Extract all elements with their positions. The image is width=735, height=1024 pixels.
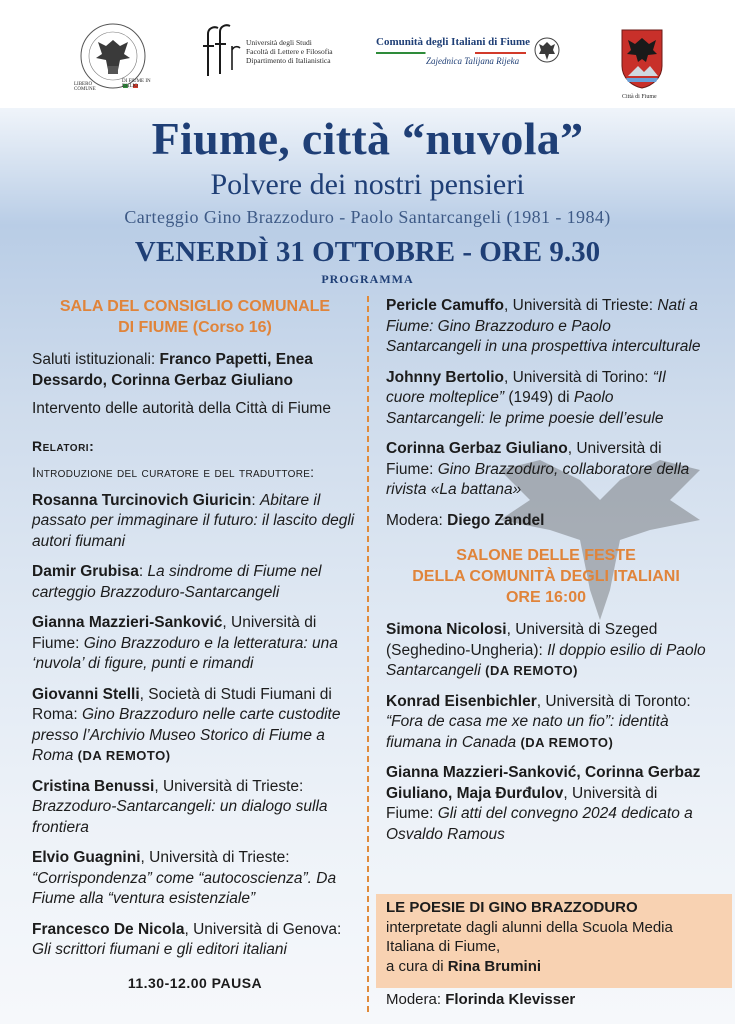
talk-title: Gino Brazzoduro nelle carte custodite presso l’Archivio Museo Storico di Fiume a Roma — [32, 706, 341, 764]
poesie-description: interpretate dagli alunni della Scuola Media Italiana di Fiume, — [386, 918, 673, 955]
saluti-names: Franco Papetti, Enea Dessardo, Corinna Gerbaz Giuliano — [32, 351, 313, 389]
speaker-name: Gianna Mazzieri-Sanković — [32, 614, 223, 631]
speaker-name: Cristina Benussi — [32, 777, 155, 795]
talk-title: Gli scrittori fiumani e gli editori italiani — [32, 941, 287, 958]
speaker-name: Giovanni Stelli — [32, 685, 140, 703]
section-salone-feste — [386, 545, 706, 608]
moderator-name: Diego Zandel — [447, 511, 545, 529]
comunita-subtitle: Zajednica Talijana Rijeka — [426, 56, 520, 66]
introduzione-heading: Introduzione del curatore e del traduttore: — [32, 464, 315, 480]
fiume-coat-of-arms-icon — [618, 26, 666, 90]
modera-label: Modera: — [386, 991, 446, 1008]
pausa-label: 11.30-12.00 PAUSA — [127, 974, 263, 991]
talk-item — [386, 296, 706, 358]
talk-item — [32, 685, 358, 767]
citta-di-fiume-logo — [618, 26, 666, 104]
talk-title: Il doppio esilio di Paolo Santarcangeli — [386, 641, 706, 679]
talk-item — [386, 368, 706, 430]
speaker-affiliation: Università di Fiume: — [32, 614, 317, 652]
section-sala-line2: DI FIUME (Corso 16) — [118, 319, 272, 336]
comunita-name: Comunità degli Italiani di Fiume — [376, 36, 531, 48]
poesie-box — [376, 894, 732, 988]
talk-title: Nati a Fiume: Gino Brazzoduro e Paolo Santarcangeli in una prospettiva interculturale — [386, 297, 701, 355]
header-logos — [0, 0, 735, 108]
intervento-autorita: Intervento delle autorità della Città di Fiume — [32, 400, 331, 417]
poesie-curator — [386, 957, 722, 977]
talk-separator: , — [140, 849, 150, 866]
event-title: Fiume, città “nuvola” — [151, 113, 584, 164]
talk-item — [32, 613, 358, 675]
talk-item — [386, 692, 706, 754]
modera-afternoon — [386, 991, 716, 1008]
modera-morning — [386, 511, 706, 532]
talk-title: Gino Brazzoduro, collaboratore della rivista «La battana» — [386, 460, 690, 498]
speaker-affiliation: Università di Trieste: — [162, 777, 304, 795]
anvgd-left-label: LIBERO COMUNE — [74, 82, 96, 92]
event-correspondence: Carteggio Gino Brazzoduro - Paolo Santarcangeli (1981 - 1984) — [124, 207, 611, 227]
talk-separator: , — [503, 368, 513, 386]
modera-label: Modera: — [386, 511, 448, 529]
anvgd-right-label: DI FIUME IN ESILIO — [122, 79, 151, 89]
talk-title: Abitare il passato per immaginare il futuro: il lascito degli autori fiumani — [32, 491, 355, 550]
talk-separator: : — [251, 491, 260, 509]
talk-item — [32, 562, 358, 603]
speaker-affiliation: Università di Torino: — [512, 368, 653, 386]
talk-item — [32, 920, 358, 961]
talk-separator: , — [504, 297, 513, 314]
saluti-label: Saluti istituzionali: — [32, 351, 160, 368]
speaker-names: Gianna Mazzieri-Sanković, Corinna Gerbaz Giuliano, Maja Đurđulov — [386, 764, 701, 802]
anvgd-logo — [74, 22, 151, 94]
speaker-affiliation: Università di Fiume: — [386, 440, 662, 478]
comunita-flag-bar — [376, 52, 526, 54]
university-department: Dipartimento di Italianistica — [246, 56, 331, 65]
speaker-name: Rosanna Turcinovich Giuricin — [32, 491, 252, 509]
remote-note: (DA REMOTO) — [485, 663, 578, 678]
section-salone-time: ORE 16:00 — [505, 589, 587, 606]
talk-title: Brazzoduro-Santarcangeli: un dialogo sulla frontiera — [32, 798, 328, 836]
poesie-title: LE POESIE DI GINO BRAZZODURO — [386, 899, 638, 916]
speaker-affiliation: Università di Szeged (Seghedino-Ungheria): — [386, 621, 658, 659]
talk-title: “Il cuore molteplice” — [386, 368, 666, 406]
speaker-affiliation: Università di Toronto: — [545, 692, 691, 710]
speaker-name: Simona Nicolosi — [386, 621, 507, 638]
comunita-logo — [376, 34, 562, 74]
ffri-monogram-icon — [200, 24, 244, 80]
talk-separator: , — [506, 621, 516, 638]
column-divider — [367, 296, 369, 1012]
talk-separator: , — [222, 614, 231, 631]
talk-item: Gianna Mazzieri-Sanković, Corinna Gerbaz Giuliano, Maja Đurđulov, Università di Fiume: Gli atti del convegno 2024 dedicato a Osvaldo Ramous — [386, 764, 701, 843]
section-salone-line2: DELLA COMUNITÀ DEGLI ITALIANI — [412, 568, 680, 585]
talk-title: Gli atti del convegno 2024 dedicato a Osvaldo Ramous — [386, 805, 693, 843]
talk-title-plain: (1949) di — [504, 389, 574, 406]
event-date: VENERDÌ 31 OTTOBRE - ORE 9.30 — [134, 236, 601, 268]
speaker-affiliation: Università di Trieste: — [512, 297, 658, 314]
saluti-istituzionali — [32, 350, 358, 391]
talk-separator: , — [139, 685, 149, 703]
citta-label: Città di Fiume — [622, 94, 657, 100]
speaker-name: Damir Grubisa — [32, 563, 139, 580]
remote-note: (DA REMOTO) — [77, 748, 171, 763]
section-sala-line1: SALA DEL CONSIGLIO COMUNALE — [59, 298, 331, 315]
talk-title: “Corrispondenza” come “autocoscienza”. Da Fiume alla “ventura esistenziale” — [32, 869, 337, 907]
right-column — [386, 296, 706, 845]
speaker-name: Elvio Guagnini — [32, 849, 141, 866]
talk-title: La sindrome di Fiume nel carteggio Brazzoduro-Santarcangeli — [32, 563, 322, 601]
talk-item — [386, 620, 706, 682]
section-sala-consiglio — [32, 296, 358, 338]
talk-separator: , — [536, 692, 546, 710]
talk-title-rest: Paolo Santarcangeli: le prime poesie dell’esule — [386, 389, 664, 427]
speaker-affiliation: Università di Fiume: — [386, 784, 658, 822]
speaker-affiliation: Università di Genova: — [193, 920, 342, 938]
section-salone-line1: SALONE DELLE FESTE — [456, 547, 636, 564]
speaker-name: Konrad Eisenbichler — [386, 692, 537, 710]
talk-separator: , — [567, 440, 577, 457]
university-faculty: Facoltà di Lettere e Filosofia — [246, 47, 333, 56]
poesie-curator-name: Rina Brumini — [447, 957, 542, 975]
talk-separator: : — [138, 563, 148, 580]
speaker-affiliation: Società di Studi Fiumani di Roma: — [32, 685, 332, 723]
university-text — [246, 38, 356, 65]
left-column — [32, 296, 358, 993]
speaker-name: Francesco De Nicola — [32, 920, 185, 938]
talk-item — [32, 777, 358, 839]
speaker-name: Corinna Gerbaz Giuliano — [386, 440, 568, 457]
talk-item — [32, 491, 358, 553]
relatori-heading: Relatori: — [32, 437, 95, 454]
talk-item — [32, 848, 358, 910]
event-subtitle: Polvere dei nostri pensieri — [210, 168, 525, 201]
moderator-name: Florinda Klevisser — [445, 991, 576, 1008]
talk-title: Gino Brazzoduro e la letteratura: una ‘nuvola’ di figure, punti e rimandi — [32, 634, 338, 672]
university-logo — [200, 24, 350, 84]
speaker-name: Pericle Camuffo — [386, 297, 505, 314]
talk-separator: , — [184, 920, 194, 938]
speaker-name: Johnny Bertolio — [386, 368, 504, 386]
speaker-affiliation: Università di Trieste: — [149, 849, 290, 866]
remote-note: (DA REMOTO) — [520, 734, 614, 750]
poesie-curator-label: a cura di — [386, 957, 448, 975]
university-name: Università degli Studi — [246, 38, 312, 47]
talk-title: “Fora de casa me xe nato un fio”: identità fiumana in Canada — [386, 713, 669, 751]
talk-separator: , — [154, 777, 163, 795]
talk-item — [386, 439, 706, 501]
comunita-emblem-icon — [534, 36, 560, 66]
programma-heading: PROGRAMMA — [321, 272, 414, 286]
